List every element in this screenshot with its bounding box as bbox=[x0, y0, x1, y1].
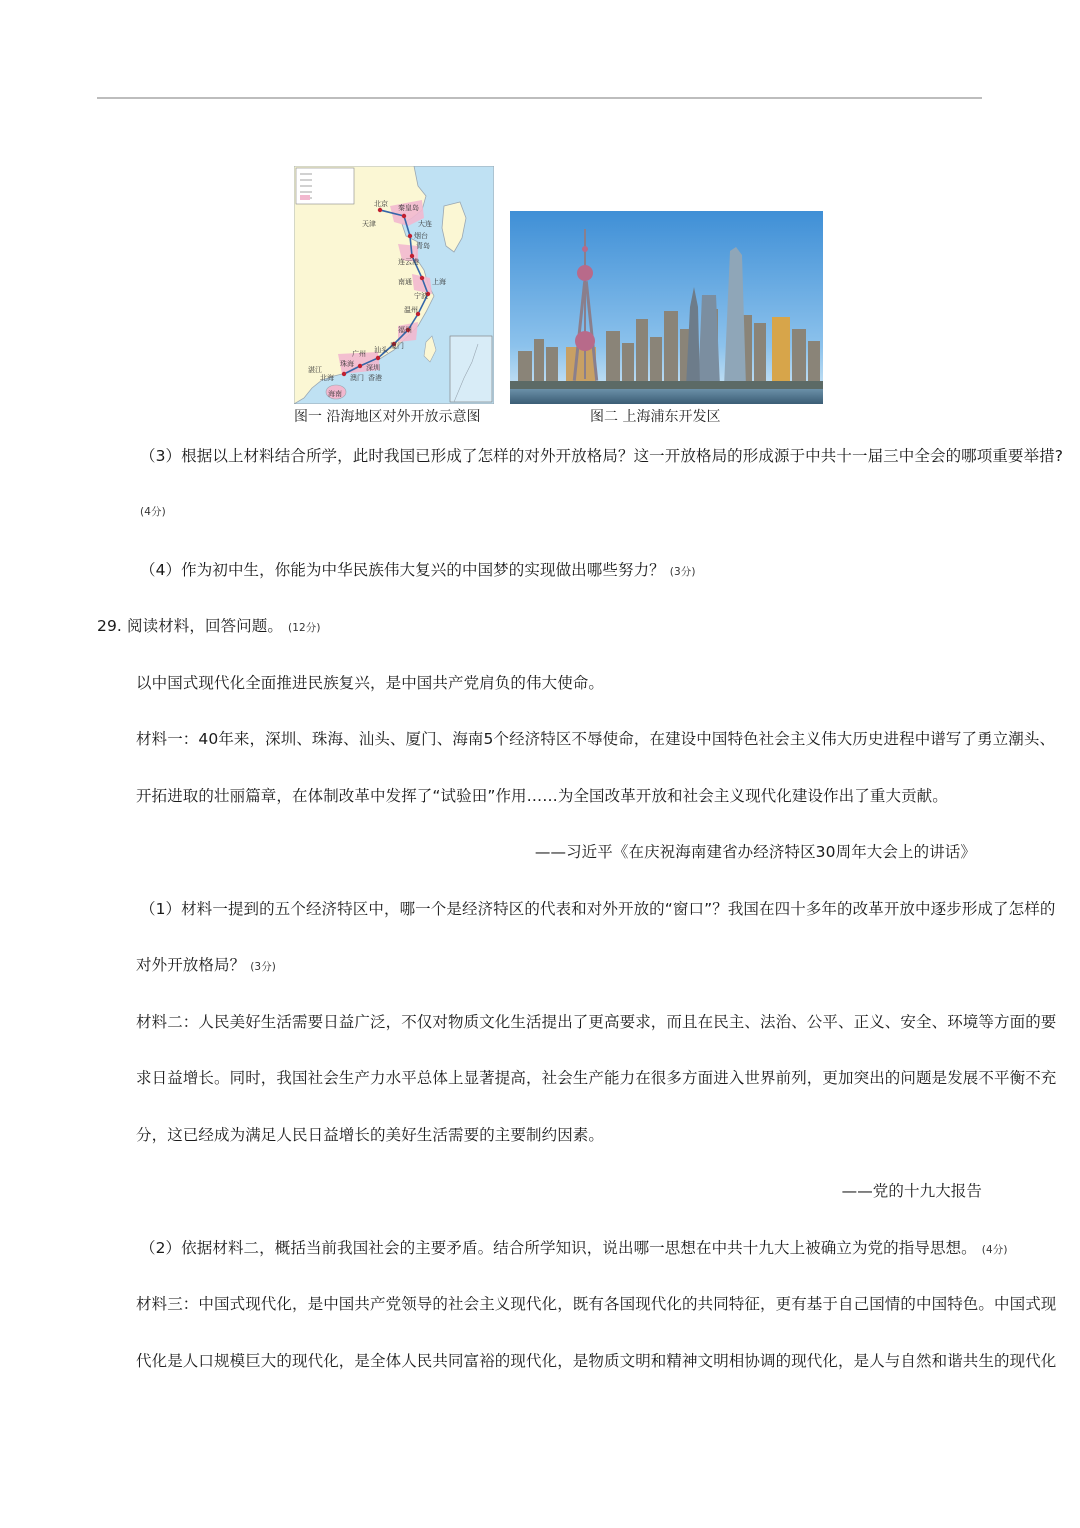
svg-text:汕头: 汕头 bbox=[374, 346, 388, 354]
svg-text:广州: 广州 bbox=[352, 350, 366, 358]
svg-text:天津: 天津 bbox=[362, 220, 376, 228]
svg-text:北海: 北海 bbox=[320, 374, 334, 382]
q28-3-text: （3）根据以上材料结合所学，此时我国已形成了怎样的对外开放格局？这一开放格局的形成源于中共十一届三中全会的哪项重要举措? bbox=[140, 447, 1064, 465]
material-1-source: ——习近平《在庆祝海南建省办经济特区30周年大会上的讲话》 bbox=[534, 843, 976, 861]
material-3-line-2: 代化是人口规模巨大的现代化，是全体人民共同富裕的现代化，是物质文明和精神文明相协调的现代化，是人与自然和谐共生的现代化 bbox=[136, 1352, 1057, 1370]
svg-text:连云港: 连云港 bbox=[398, 258, 419, 266]
svg-text:湛江: 湛江 bbox=[308, 366, 322, 374]
map-caption: 图一 沿海地区对外开放示意图 bbox=[294, 409, 481, 425]
svg-text:澳门: 澳门 bbox=[350, 374, 364, 382]
svg-text:温州: 温州 bbox=[404, 306, 418, 314]
q29-2-text: （2）依据材料二，概括当前我国社会的主要矛盾。结合所学知识，说出哪一思想在中共十九大上被确立为党的指导思想。 bbox=[140, 1239, 977, 1257]
q29-1-points: (3分) bbox=[250, 961, 277, 973]
svg-text:青岛: 青岛 bbox=[416, 242, 430, 250]
svg-text:秦皇岛: 秦皇岛 bbox=[398, 204, 419, 212]
svg-text:南通: 南通 bbox=[398, 278, 412, 286]
svg-text:上海: 上海 bbox=[432, 278, 446, 286]
q29-heading: 29. 阅读材料，回答问题。 bbox=[97, 617, 283, 635]
svg-text:海南: 海南 bbox=[328, 390, 342, 398]
material-2-line-2: 求日益增长。同时，我国社会生产力水平总体上显著提高，社会生产能力在很多方面进入世界前列，更加突出的问题是发展不平衡不充 bbox=[136, 1069, 1057, 1087]
material-2-line-1: 材料二：人民美好生活需要日益广泛，不仅对物质文化生活提出了更高要求，而且在民主、法治、公平、正义、安全、环境等方面的要 bbox=[136, 1013, 1057, 1031]
svg-text:厦门: 厦门 bbox=[390, 342, 404, 350]
coastal-opening-map bbox=[294, 166, 494, 404]
material-3-line-1: 材料三：中国式现代化，是中国共产党领导的社会主义现代化，既有各国现代化的共同特征，更有基于自己国情的中国特色。中国式现 bbox=[136, 1295, 1057, 1313]
photo-caption: 图二 上海浦东开发区 bbox=[590, 409, 721, 425]
svg-text:珠海: 珠海 bbox=[340, 360, 354, 368]
svg-text:烟台: 烟台 bbox=[414, 232, 428, 240]
material-2-line-3: 分，这已经成为满足人民日益增长的美好生活需要的主要制约因素。 bbox=[136, 1126, 605, 1144]
pudong-skyline-photo bbox=[510, 211, 823, 404]
q28-3-points: (4分) bbox=[140, 506, 166, 518]
q29-1-line-2: 对外开放格局？ bbox=[136, 956, 246, 974]
material-2-source: ——党的十九大报告 bbox=[841, 1182, 982, 1200]
q29-intro: 以中国式现代化全面推进民族复兴，是中国共产党肩负的伟大使命。 bbox=[136, 674, 605, 692]
q28-4-text: （4）作为初中生，你能为中华民族伟大复兴的中国梦的实现做出哪些努力？ bbox=[140, 561, 665, 579]
header-rule bbox=[97, 97, 982, 99]
q29-1-line-1: （1）材料一提到的五个经济特区中，哪一个是经济特区的代表和对外开放的“窗口”？我国在四十多年的改革开放中逐步形成了怎样的 bbox=[140, 900, 1056, 918]
svg-text:香港: 香港 bbox=[368, 374, 382, 382]
svg-text:深圳: 深圳 bbox=[366, 364, 380, 372]
material-1-line-1: 材料一：40年来，深圳、珠海、汕头、厦门、海南5个经济特区不辱使命，在建设中国特色社会主义伟大历史进程中谱写了勇立潮头、 bbox=[136, 730, 1056, 748]
material-1-line-2: 开拓进取的壮丽篇章，在体制改革中发挥了“试验田”作用……为全国改革开放和社会主义现代化建设作出了重大贡献。 bbox=[136, 787, 948, 805]
svg-text:大连: 大连 bbox=[418, 220, 432, 228]
svg-text:宁波: 宁波 bbox=[414, 292, 428, 300]
svg-text:福州: 福州 bbox=[398, 326, 412, 334]
q29-heading-points: (12分) bbox=[288, 622, 321, 634]
q28-4-points: (3分) bbox=[669, 566, 696, 578]
svg-text:北京: 北京 bbox=[374, 200, 388, 208]
q29-2-points: (4分) bbox=[981, 1244, 1008, 1256]
